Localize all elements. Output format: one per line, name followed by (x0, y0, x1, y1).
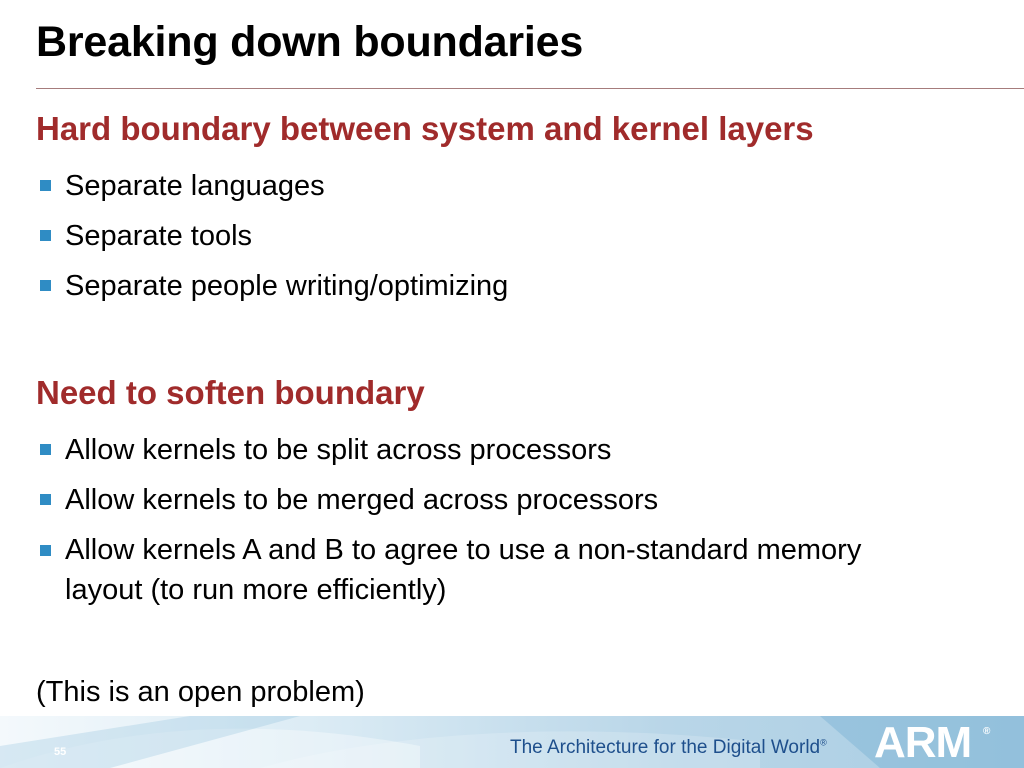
square-bullet-icon (40, 280, 51, 291)
bullet-text: Allow kernels A and B to agree to use a non-standard memory layout (to run more efficiently) (65, 534, 862, 606)
list-item (40, 161, 508, 211)
list-item (40, 475, 925, 525)
tagline-text: The Architecture for the Digital World (510, 737, 821, 758)
bullet-text: Separate languages (65, 170, 325, 202)
bullet-list-hard-boundary (40, 161, 508, 311)
bullet-text: Allow kernels to be split across processors (65, 434, 612, 466)
title-divider (36, 88, 1024, 89)
bullet-text: Allow kernels to be merged across processors (65, 484, 659, 516)
footer-tagline (510, 737, 827, 759)
square-bullet-icon (40, 545, 51, 556)
list-item (40, 211, 508, 261)
tagline-registered-mark: ® (820, 737, 827, 748)
list-item (40, 425, 925, 475)
bullet-text: Separate people writing/optimizing (65, 270, 509, 302)
square-bullet-icon (40, 180, 51, 191)
list-item (40, 261, 508, 311)
bullet-list-soften-boundary (40, 425, 925, 610)
section-heading-hard-boundary: Hard boundary between system and kernel layers (36, 110, 814, 147)
arm-logo: ARM (874, 718, 972, 767)
square-bullet-icon (40, 494, 51, 505)
slide-title: Breaking down boundaries (36, 18, 584, 66)
closing-note: (This is an open problem) (36, 676, 365, 708)
bullet-text: Separate tools (65, 220, 253, 252)
list-item (40, 530, 925, 610)
page-number: 55 (54, 746, 67, 758)
square-bullet-icon (40, 230, 51, 241)
arm-registered-mark: ® (983, 726, 991, 737)
section-heading-soften-boundary: Need to soften boundary (36, 374, 425, 411)
square-bullet-icon (40, 444, 51, 455)
